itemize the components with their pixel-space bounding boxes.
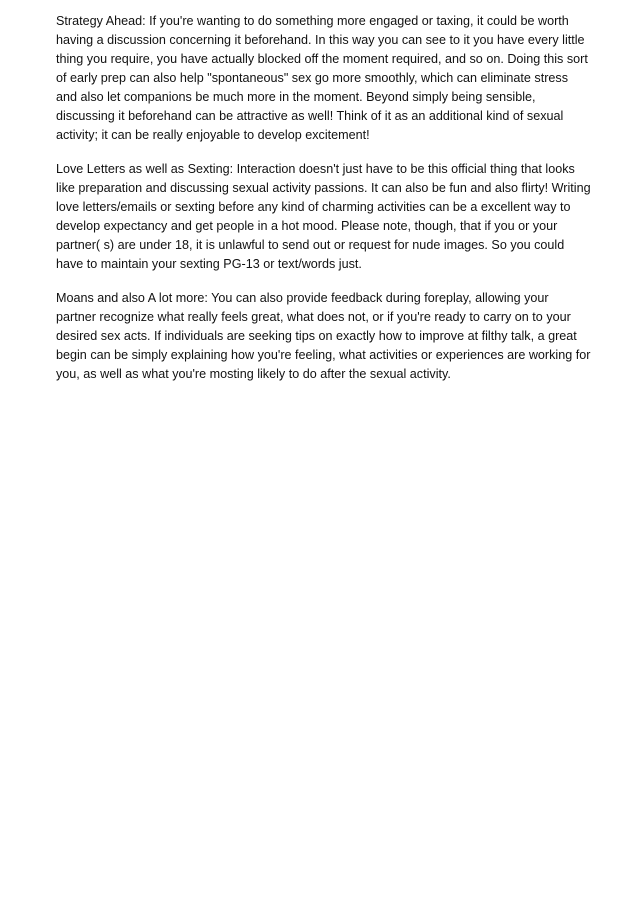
paragraph-love-letters: Love Letters as well as Sexting: Interaction doesn't just have to be this official thing that looks like preparation and discussing sexual activity passions. It can also be fun and also flirty! Writing love letters/emails or sexting before any kind of charming activities can be a excellent way to develop expectancy and get people in a hot mood. Please note, though, that if you or your partner( s) are under 18, it is unlawful to send out or request for nude images. So you could have to maintain your sexting PG-13 or text/words just. bbox=[56, 162, 591, 271]
document-body bbox=[56, 12, 592, 399]
paragraph-strategy-ahead: Strategy Ahead: If you're wanting to do something more engaged or taxing, it could be worth having a discussion concerning it beforehand. In this way you can see to it you have every little thing you require, you have actually blocked off the moment required, and so on. Doing this sort of early prep can also help "spontaneous" sex go more smoothly, which can eliminate stress and also let companions be much more in the moment. Beyond simply being sensible, discussing it beforehand can be attractive as well! Think of it as an additional kind of sexual activity; it can be really enjoyable to develop excitement! bbox=[56, 14, 588, 142]
paragraph-moans: Moans and also A lot more: You can also provide feedback during foreplay, allowing your partner recognize what really feels great, what does not, or if you're ready to carry on to your desired sex acts. If individuals are seeking tips on exactly how to improve at filthy talk, a great begin can be simply explaining how you're feeling, what activities or experiences are working for you, as well as what you're mosting likely to do after the sexual activity. bbox=[56, 291, 591, 381]
